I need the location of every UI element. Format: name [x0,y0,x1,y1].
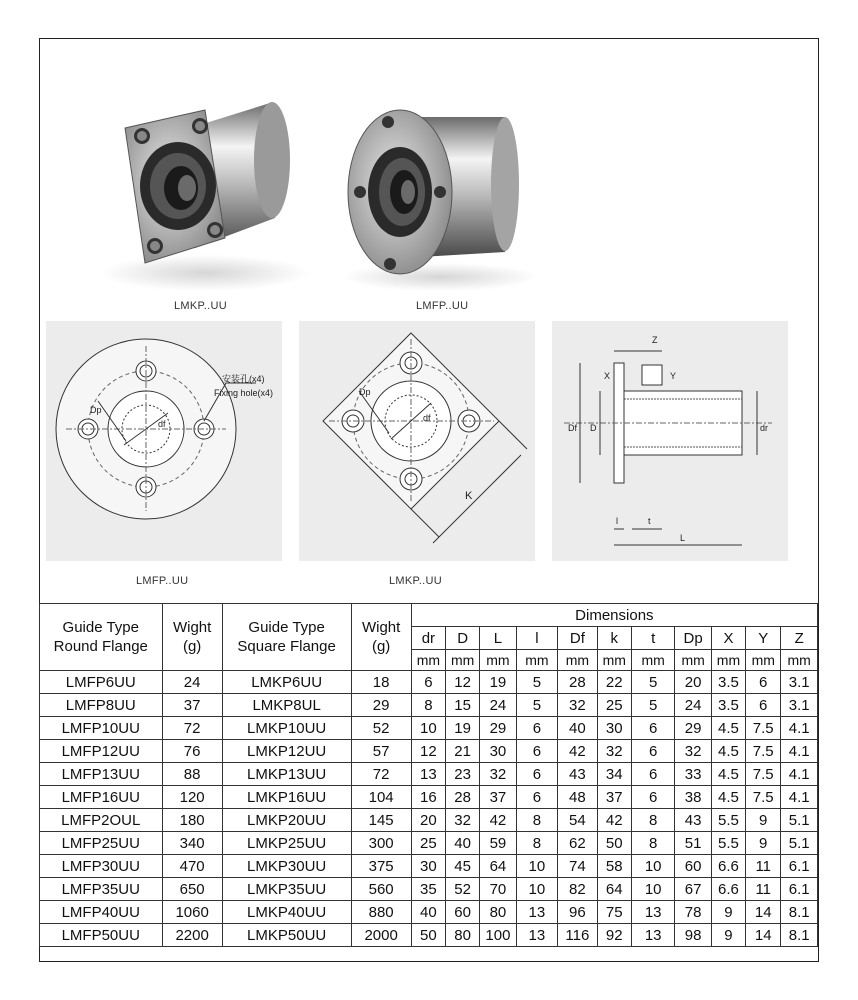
table-cell: 12 [446,671,480,694]
table-row [40,763,818,786]
table-cell: 12 [411,740,445,763]
table-cell: 8 [411,694,445,717]
table-cell: 32 [446,809,480,832]
table-cell: 4.5 [711,763,745,786]
table-row [40,671,818,694]
table-cell: 4.5 [711,717,745,740]
table-cell: 7.5 [746,786,781,809]
table-cell: 880 [351,901,411,924]
table-cell: 300 [351,832,411,855]
dim-col-header: Z [781,627,818,650]
table-cell: 80 [446,924,480,947]
table-cell: 6 [516,786,558,809]
table-cell: 78 [675,901,711,924]
table-cell: 60 [446,901,480,924]
table-cell: 9 [746,832,781,855]
table-cell: 4.1 [781,763,818,786]
unit-header: mm [746,650,781,671]
table-cell: LMKP40UU [222,901,351,924]
square-flange-bearing-photo [95,88,315,293]
weight-header: Wight (g) [162,604,222,671]
table-cell: 16 [411,786,445,809]
table-cell: LMFP25UU [40,832,163,855]
table-cell: 32 [558,694,597,717]
table-cell: 52 [446,878,480,901]
table-cell: 82 [558,878,597,901]
table-cell: 24 [162,671,222,694]
table-cell: 13 [516,924,558,947]
table-cell: 32 [480,763,516,786]
table-cell: 29 [480,717,516,740]
table-cell: 21 [446,740,480,763]
table-cell: 14 [746,924,781,947]
table-cell: 104 [351,786,411,809]
table-cell: 3.1 [781,671,818,694]
unit-header: mm [516,650,558,671]
table-cell: LMFP40UU [40,901,163,924]
table-cell: 40 [558,717,597,740]
unit-header: mm [446,650,480,671]
table-cell: 6 [746,671,781,694]
drawing-caption-square: LMKP..UU [389,575,442,587]
table-cell: 70 [480,878,516,901]
table-row [40,786,818,809]
z-label: Z [652,335,658,345]
table-cell: 37 [480,786,516,809]
table-cell: 8.1 [781,901,818,924]
l-big-label: L [680,533,686,543]
table-cell: LMFP13UU [40,763,163,786]
table-cell: LMFP16UU [40,786,163,809]
specification-table [39,603,818,947]
table-cell: 9 [711,924,745,947]
table-cell: 35 [411,878,445,901]
table-cell: 5 [516,694,558,717]
df-label: df [158,419,166,429]
table-cell: 18 [351,671,411,694]
table-cell: 42 [558,740,597,763]
table-cell: LMFP12UU [40,740,163,763]
table-cell: 14 [746,901,781,924]
table-cell: 470 [162,855,222,878]
table-cell: 560 [351,878,411,901]
table-cell: 24 [675,694,711,717]
table-cell: LMKP13UU [222,763,351,786]
table-cell: 6.1 [781,855,818,878]
k-label: K [465,490,473,502]
unit-header: mm [711,650,745,671]
table-cell: 6 [746,694,781,717]
table-row [40,832,818,855]
dim-col-header: Df [558,627,597,650]
table-cell: 2200 [162,924,222,947]
table-cell: LMKP50UU [222,924,351,947]
table-row [40,855,818,878]
table-cell: LMKP6UU [222,671,351,694]
table-cell: 30 [597,717,631,740]
table-cell: 30 [411,855,445,878]
table-cell: 43 [675,809,711,832]
table-cell: 98 [675,924,711,947]
table-row [40,717,818,740]
photo-caption-round: LMFP..UU [416,300,469,312]
table-cell: 4.1 [781,786,818,809]
dim-col-header: t [631,627,675,650]
table-cell: 62 [558,832,597,855]
table-cell: 15 [446,694,480,717]
table-cell: 75 [597,901,631,924]
table-cell: 34 [597,763,631,786]
table-cell: 40 [446,832,480,855]
unit-header: mm [597,650,631,671]
table-cell: 92 [597,924,631,947]
table-cell: 20 [675,671,711,694]
table-cell: 8 [516,832,558,855]
table-cell: 50 [597,832,631,855]
table-cell: 54 [558,809,597,832]
table-cell: 4.1 [781,717,818,740]
table-cell: 6 [631,740,675,763]
table-cell: 6 [631,763,675,786]
x-label: X [604,371,611,381]
unit-header: mm [480,650,516,671]
table-cell: LMKP8UL [222,694,351,717]
table-cell: 375 [351,855,411,878]
table-cell: 13 [516,901,558,924]
table-cell: 1060 [162,901,222,924]
table-cell: 4.5 [711,786,745,809]
table-cell: 19 [480,671,516,694]
table-cell: 50 [411,924,445,947]
d-label: D [590,423,597,433]
table-row [40,694,818,717]
table-cell: 74 [558,855,597,878]
table-cell: 6.1 [781,878,818,901]
table-cell: 52 [351,717,411,740]
table-cell: 37 [162,694,222,717]
dimensions-header: Dimensions [411,604,817,627]
table-cell: 42 [480,809,516,832]
table-cell: 76 [162,740,222,763]
table-cell: LMKP35UU [222,878,351,901]
table-cell: 650 [162,878,222,901]
table-cell: LMFP2OUL [40,809,163,832]
table-cell: 13 [631,901,675,924]
table-cell: 3.5 [711,671,745,694]
table-cell: LMKP25UU [222,832,351,855]
table-cell: 42 [597,809,631,832]
table-cell: 88 [162,763,222,786]
dim-col-header: k [597,627,631,650]
table-cell: 3.1 [781,694,818,717]
table-cell: 59 [480,832,516,855]
df-label: df [423,413,431,423]
table-cell: 9 [711,901,745,924]
table-cell: 51 [675,832,711,855]
table-cell: 30 [480,740,516,763]
table-cell: LMFP50UU [40,924,163,947]
dim-col-header: L [480,627,516,650]
dim-col-header: Dp [675,627,711,650]
round-flange-drawing [46,321,282,561]
table-cell: 23 [446,763,480,786]
table-cell: 72 [162,717,222,740]
table-row [40,901,818,924]
table-cell: 48 [558,786,597,809]
l-small-label: l [616,516,618,526]
table-cell: 8.1 [781,924,818,947]
table-cell: 72 [351,763,411,786]
table-row [40,740,818,763]
table-cell: 96 [558,901,597,924]
table-cell: 6.6 [711,855,745,878]
table-cell: 38 [675,786,711,809]
table-cell: 6 [631,786,675,809]
table-row [40,878,818,901]
table-cell: 116 [558,924,597,947]
table-cell: LMKP30UU [222,855,351,878]
table-cell: 11 [746,878,781,901]
table-cell: 67 [675,878,711,901]
table-cell: 7.5 [746,763,781,786]
fixing-hole-en-label: Fixing hole(x4) [214,388,274,398]
dim-col-header: dr [411,627,445,650]
table-cell: 19 [446,717,480,740]
table-cell: 57 [351,740,411,763]
table-cell: 4.5 [711,740,745,763]
table-cell: 60 [675,855,711,878]
table-cell: 29 [351,694,411,717]
table-cell: 28 [446,786,480,809]
table-cell: 80 [480,901,516,924]
table-cell: 45 [446,855,480,878]
table-cell: 6 [516,763,558,786]
guide-round-header: Guide Type Round Flange [40,604,163,671]
weight2-header: Wight (g) [351,604,411,671]
table-cell: 8 [631,809,675,832]
table-cell: LMKP20UU [222,809,351,832]
df-label: Df [568,423,577,433]
drawing-caption-round: LMFP..UU [136,575,189,587]
table-cell: LMKP10UU [222,717,351,740]
table-cell: 24 [480,694,516,717]
fixing-hole-cn-label: 安装孔(x4) [222,374,265,384]
unit-header: mm [411,650,445,671]
table-cell: 10 [631,855,675,878]
table-cell: 13 [411,763,445,786]
table-cell: 10 [516,878,558,901]
table-cell: 13 [631,924,675,947]
table-cell: 28 [558,671,597,694]
table-cell: 340 [162,832,222,855]
dim-col-header: X [711,627,745,650]
dp-label: Dp [359,387,371,397]
table-cell: 8 [631,832,675,855]
table-cell: 145 [351,809,411,832]
table-cell: 100 [480,924,516,947]
table-cell: 6.6 [711,878,745,901]
table-cell: 6 [516,740,558,763]
table-cell: 180 [162,809,222,832]
table-cell: 37 [597,786,631,809]
table-cell: 29 [675,717,711,740]
table-cell: 5 [631,671,675,694]
table-cell: 7.5 [746,740,781,763]
table-cell: LMFP30UU [40,855,163,878]
table-cell: 8 [516,809,558,832]
unit-header: mm [675,650,711,671]
table-cell: 10 [516,855,558,878]
table-cell: 5 [516,671,558,694]
table-cell: LMFP10UU [40,717,163,740]
table-cell: 5.5 [711,809,745,832]
table-cell: 64 [597,878,631,901]
dim-col-header: Y [746,627,781,650]
table-cell: 64 [480,855,516,878]
table-cell: 4.1 [781,740,818,763]
table-cell: 7.5 [746,717,781,740]
square-flange-drawing [299,321,535,561]
y-label: Y [670,371,677,381]
table-cell: 10 [631,878,675,901]
table-body [40,671,818,947]
dim-col-header: l [516,627,558,650]
table-cell: 5.1 [781,809,818,832]
table-cell: 10 [411,717,445,740]
table-cell: 11 [746,855,781,878]
unit-header: mm [558,650,597,671]
dp-label: Dp [90,405,102,415]
table-cell: 120 [162,786,222,809]
t-label: t [648,516,651,526]
table-cell: 9 [746,809,781,832]
table-cell: LMKP16UU [222,786,351,809]
table-row [40,924,818,947]
table-cell: 6 [411,671,445,694]
table-cell: 32 [675,740,711,763]
table-cell: 3.5 [711,694,745,717]
round-flange-bearing-photo [340,92,540,292]
table-cell: 5 [631,694,675,717]
table-cell: LMKP12UU [222,740,351,763]
table-cell: 2000 [351,924,411,947]
table-cell: 58 [597,855,631,878]
dim-col-header: D [446,627,480,650]
table-cell: 5.1 [781,832,818,855]
guide-square-header: Guide Type Square Flange [222,604,351,671]
table-cell: LMFP35UU [40,878,163,901]
table-cell: 22 [597,671,631,694]
side-section-drawing [552,321,788,561]
table-cell: 6 [631,717,675,740]
table-cell: 43 [558,763,597,786]
dr-label: dr [760,423,769,433]
unit-header: mm [631,650,675,671]
table-cell: 25 [597,694,631,717]
table-cell: 6 [516,717,558,740]
unit-header: mm [781,650,818,671]
table-cell: 33 [675,763,711,786]
table-row [40,809,818,832]
photo-caption-square: LMKP..UU [174,300,227,312]
table-cell: 40 [411,901,445,924]
table-cell: 25 [411,832,445,855]
table-cell: 32 [597,740,631,763]
table-cell: 20 [411,809,445,832]
table-cell: LMFP8UU [40,694,163,717]
table-cell: 5.5 [711,832,745,855]
table-cell: LMFP6UU [40,671,163,694]
